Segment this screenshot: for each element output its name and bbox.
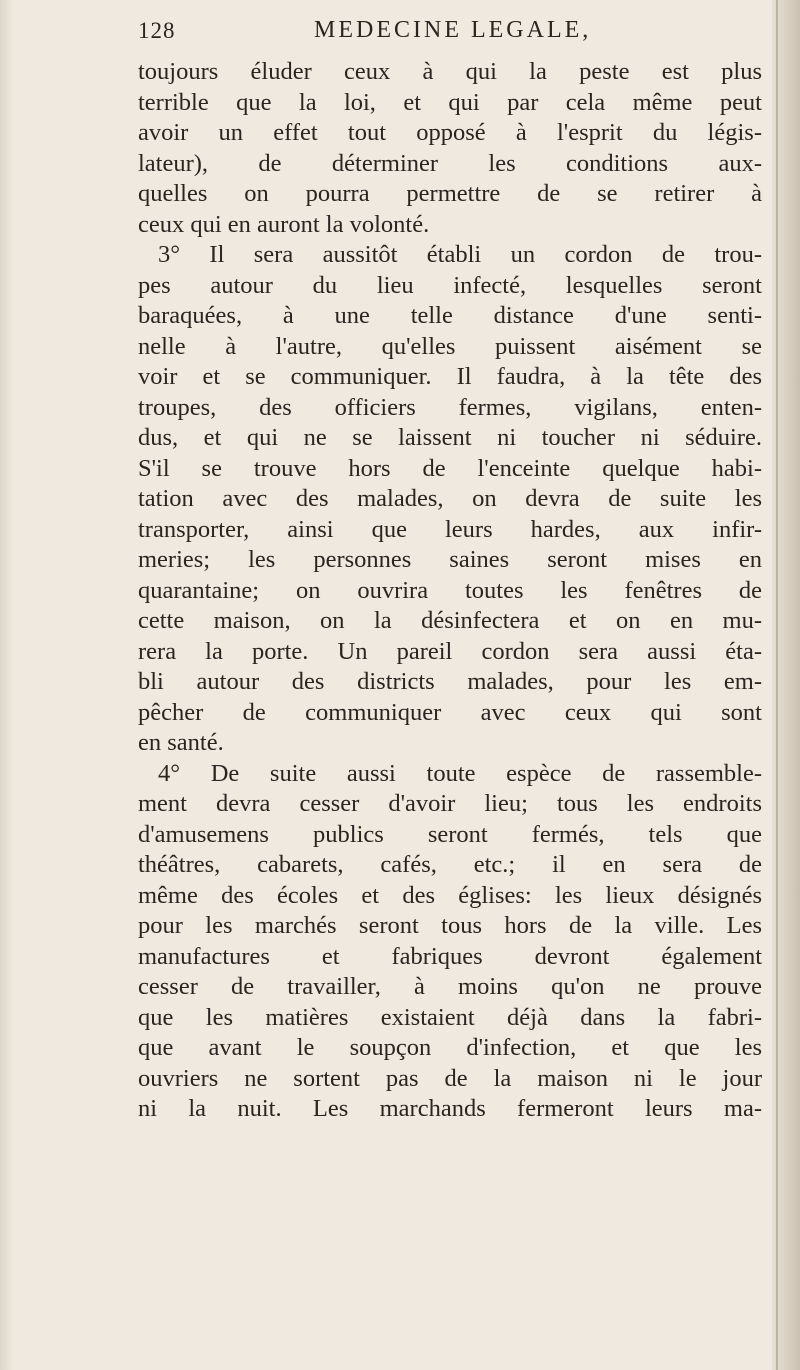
text-line: manufactures et fabriques devront également — [138, 942, 762, 970]
text-line: en santé. — [138, 729, 224, 756]
text-line: voir et se communiquer. Il faudra, à la tête des — [138, 363, 762, 390]
text-line: ment devra cesser d'avoir lieu; tous les endroits — [138, 790, 762, 817]
text-line: 3° Il sera aussitôt établi un cordon de trou- — [158, 241, 762, 268]
text-line: toujours éluder ceux à qui la peste est plus — [138, 58, 762, 85]
paragraph — [138, 759, 762, 1125]
page-number: 128 — [138, 18, 176, 43]
blank-page-area — [0, 1100, 772, 1370]
text-line: baraquées, à une telle distance d'une senti- — [138, 302, 762, 329]
text-line: que les matières existaient déjà dans la fabri- — [138, 1003, 762, 1031]
text-line: 4° De suite aussi toute espèce de rassemble- — [158, 759, 762, 787]
page-gutter-line — [776, 0, 778, 1370]
text-line: pes autour du lieu infecté, lesquelles seront — [138, 271, 762, 299]
text-line: théâtres, cabarets, cafés, etc.; il en sera de — [138, 851, 762, 878]
running-title: MEDECINE LEGALE, — [314, 17, 592, 43]
text-line: ni la nuit. Les marchands fermeront leurs ma- — [138, 1095, 762, 1122]
paragraph — [138, 240, 762, 759]
text-line: nelle à l'autre, qu'elles puissent aisément se — [138, 332, 762, 360]
text-line: cette maison, on la désinfectera et on en mu- — [138, 607, 762, 634]
text-line: troupes, des officiers fermes, vigilans, enten- — [138, 393, 762, 421]
text-line: rera la porte. Un pareil cordon sera aussi éta- — [138, 637, 762, 665]
text-line: même des écoles et des églises: les lieux désignés — [138, 881, 762, 909]
text-line: terrible que la loi, et qui par cela même peut — [138, 88, 762, 116]
text-line: cesser de travailler, à moins qu'on ne prouve — [138, 973, 762, 1000]
text-line: avoir un effet tout opposé à l'esprit du légis- — [138, 119, 762, 146]
text-line: tation avec des malades, on devra de suite les — [138, 485, 762, 512]
text-line: transporter, ainsi que leurs hardes, aux infir- — [138, 515, 762, 543]
text-line: d'amusemens publics seront fermés, tels que — [138, 820, 762, 848]
text-line: lateur), de déterminer les conditions aux- — [138, 149, 762, 177]
text-line: meries; les personnes saines seront mises en — [138, 546, 762, 573]
text-line: pour les marchés seront tous hors de la ville. Les — [138, 912, 762, 939]
body-text — [138, 57, 762, 1125]
running-header — [138, 12, 758, 52]
paragraph — [138, 57, 762, 240]
text-line: ceux qui en auront la volonté. — [138, 210, 430, 238]
text-line: bli autour des districts malades, pour les em- — [138, 668, 762, 695]
text-line: dus, et qui ne se laissent ni toucher ni séduire. — [138, 424, 762, 451]
text-line: que avant le soupçon d'infection, et que les — [138, 1034, 762, 1061]
text-line: ouvriers ne sortent pas de la maison ni le jour — [138, 1064, 762, 1092]
text-line: S'il se trouve hors de l'enceinte quelque habi- — [138, 454, 762, 482]
text-line: pêcher de communiquer avec ceux qui sont — [138, 698, 762, 726]
text-line: quarantaine; on ouvrira toutes les fenêtres de — [138, 576, 762, 604]
text-line: quelles on pourra permettre de se retirer à — [138, 180, 762, 207]
